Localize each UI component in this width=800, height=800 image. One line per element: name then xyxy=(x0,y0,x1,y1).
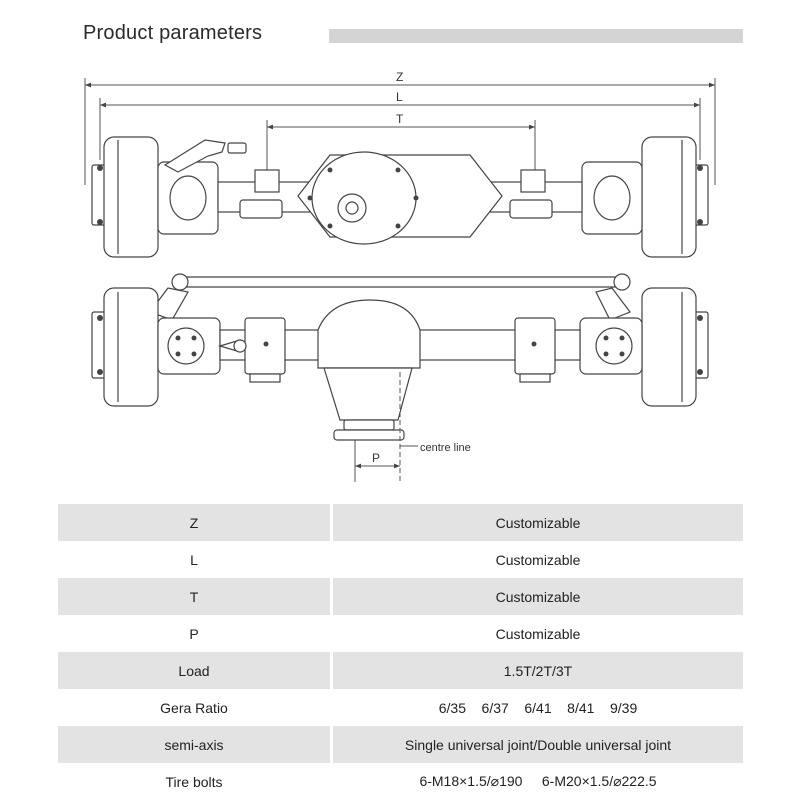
param-value: 1.5T/2T/3T xyxy=(333,652,743,689)
param-name: Z xyxy=(58,504,330,541)
param-value: 6/35 6/37 6/41 8/41 9/39 xyxy=(438,699,638,716)
table-row xyxy=(58,652,743,689)
dimension-label-t: T xyxy=(396,112,404,126)
table-row xyxy=(58,689,743,726)
table-row xyxy=(58,504,743,541)
param-value: 6-M18×1.5/⌀190 6-M20×1.5/⌀222.5 xyxy=(419,773,657,789)
table-row xyxy=(58,763,743,800)
table-row xyxy=(58,615,743,652)
table-row xyxy=(58,726,743,763)
parameters-table xyxy=(58,504,743,800)
param-name: T xyxy=(58,578,330,615)
param-value: Customizable xyxy=(333,504,743,541)
param-value: Customizable xyxy=(333,578,743,615)
centre-line-label: centre line xyxy=(420,442,471,454)
param-name: Tire bolts xyxy=(165,773,223,790)
param-name: P xyxy=(189,625,199,642)
dimension-label-z: Z xyxy=(396,70,404,84)
page-title: Product parameters xyxy=(83,22,263,44)
param-name: Gera Ratio xyxy=(160,699,228,716)
dimension-label-p: P xyxy=(372,451,381,465)
param-name: semi-axis xyxy=(58,726,330,763)
param-name: L xyxy=(190,551,198,568)
param-name: Load xyxy=(58,652,330,689)
title-divider-bar xyxy=(329,29,743,43)
axle-technical-drawing xyxy=(0,55,800,495)
table-row xyxy=(58,578,743,615)
dimension-label-l: L xyxy=(396,90,403,104)
param-value: Customizable xyxy=(495,625,581,642)
param-value: Customizable xyxy=(495,551,581,568)
table-row xyxy=(58,541,743,578)
param-value: Single universal joint/Double universal joint xyxy=(333,726,743,763)
